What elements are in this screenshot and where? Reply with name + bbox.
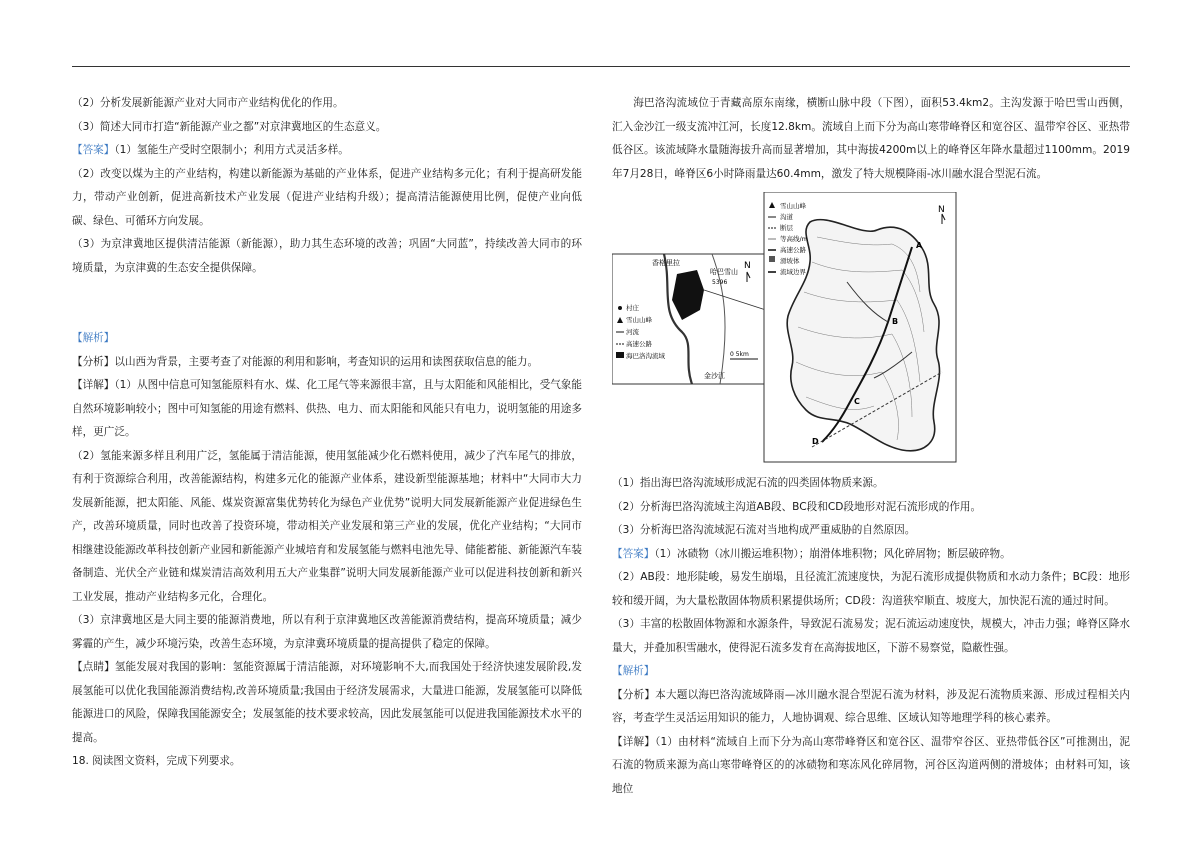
- main-legend-5: 滑坡体: [780, 257, 800, 265]
- header-rule: [72, 66, 1130, 67]
- answer-text: （1）冰碛物（冰川搬运堆积物）；崩滑体堆积物；风化碎屑物；断层破碎物。: [654, 547, 1011, 560]
- inset-legend-3: 高速公路: [626, 340, 652, 348]
- inset-legend-2: 河流: [626, 328, 639, 336]
- main-legend-0: 雪山山峰: [780, 202, 806, 210]
- main-legend-2: 断层: [780, 224, 793, 232]
- inset-north-label: N: [744, 261, 751, 271]
- inset-legend-4: 海巴洛沟流域: [626, 352, 665, 360]
- question-18-1: （1）指出海巴洛沟流域形成泥石流的四类固体物质来源。: [612, 477, 884, 489]
- answer-18-2: （2）AB段：地形陡峻，易发生崩塌，且径流汇流速度快，为泥石流形成提供物质和水动力条件；BC段：地形较和缓开阔，为大量松散固体物质积累提供场所；CD段：沟道狭窄顺直、坡度大，加快泥石流的通过时间。: [612, 571, 1130, 607]
- analysis-detail-2: （2）氢能来源多样且利用广泛，氢能属于清洁能源，使用氢能减少化石燃料使用，减少了汽车尾气的排放，有利于资源综合利用，改善能源结构，构建多元化的能源产业体系，建设新型能源基地；材料中“大同市大力发展新能源，把太阳能、风能、煤炭资源富集优势转化为绿色产业优势”说明大同发展新能源产业促进绿色生产，改善环境质量，同时也改善了投资环境，带动相关产业发展和第三产业的发展，优化产业结构；“大同市相继建设能源改革科技创新产业园和新能源产业城培育和发展氢能与燃料电池先导、储能蓄能、新能源汽车装备制造、光伏全产业链和煤炭清洁高效利用五大产业集群”说明大同发展新能源产业可以促进科技创新和新兴工业发展，推动产业结构多元化，合理化。: [72, 449, 582, 603]
- right-column: [612, 92, 1130, 801]
- inset-elev-label: 5396: [712, 279, 728, 286]
- inset-village-label: 香格里拉: [652, 259, 680, 267]
- inset-river-label: 金沙江: [704, 372, 725, 380]
- analysis-summary: 【分析】本大题以海巴洛沟流域降雨—冰川融水混合型泥石流为材料，涉及泥石流物质来源、形成过程相关内容，考查学生灵活运用知识的能力，人地协调观、综合思维、区域认知等地理学科的核心素养。: [612, 688, 1130, 724]
- question-18-3: （3）分析海巴洛沟流域泥石流对当地构成严重威胁的自然原因。: [612, 524, 916, 536]
- point-c: C: [854, 397, 860, 406]
- main-legend-6: 流域边界: [780, 268, 806, 276]
- answer-18-1: [612, 543, 1130, 567]
- main-legend-4: 高速公路: [780, 246, 806, 254]
- question-18-2: （2）分析海巴洛沟流域主沟道AB段、BC段和CD段地形对泥石流形成的作用。: [612, 500, 982, 513]
- main-north-label: N: [938, 205, 945, 215]
- question-18-heading: 18. 阅读图文资料，完成下列要求。: [72, 755, 241, 767]
- analysis-detail-1: 【详解】（1）由材料“流域自上而下分为高山寒带峰脊区和宽谷区、温带窄谷区、亚热带低谷区”可推测出，泥石流的物质来源为高山寒带峰脊区的的冰碛物和寒冻风化碎屑物，河谷区沟道两侧的滑坡体；由材料可知，该地位: [612, 735, 1130, 795]
- point-a: A: [916, 241, 923, 250]
- left-column: [72, 92, 582, 774]
- analysis-tag: 【解析】: [72, 332, 115, 344]
- answer-tag: 【答案】: [612, 547, 655, 560]
- point-d: D: [812, 437, 819, 446]
- basin-map: [612, 192, 1130, 470]
- analysis-detail-3: （3）京津冀地区是大同主要的能源消费地，所以有利于京津冀地区改善能源消费结构，提高环境质量；减少雾霾的产生，减少环境污染，改善生态环境，为京津冀环境质量的提高提供了稳定的保障。: [72, 614, 582, 650]
- answer-17-3: （3）为京津冀地区提供清洁能源（新能源），助力其生态环境的改善；巩固“大同蓝”，持续改善大同市的环境质量，为京津冀的生态安全提供保障。: [72, 238, 582, 274]
- analysis-detail-1: 【详解】（1）从图中信息可知氢能原料有水、煤、化工尾气等来源很丰富，且与太阳能和风能相比，受气象能自然环境影响较小；图中可知氢能的用途有燃料、供热、电力、而太阳能和风能只有电力，说明氢能的用途多样，更广泛。: [72, 379, 582, 438]
- key-point: 【点睛】氢能发展对我国的影响：氢能资源属于清洁能源，对环境影响不大,而我国处于经济快速发展阶段,发展氢能可以优化我国能源消费结构,改善环境质量;我国由于经济发展需求，大量进口能源，发展氢能可以降低能源进口的风险，保障我国能源安全；发展氢能的技术要求较高，因此发展氢能可以促进我国能源技术水平的提高。: [72, 661, 582, 744]
- answer-tag: 【答案】: [72, 144, 115, 156]
- answer-18-3: （3）丰富的松散固体物源和水源条件，导致泥石流易发；泥石流运动速度快，规模大，冲击力强；峰脊区降水量大，并叠加积雪融水，使得泥石流多发育在高海拔地区，下游不易察觉，隐蔽性强。: [612, 618, 1130, 654]
- answer-17-1: [72, 139, 582, 163]
- answer-text: （1）氢能生产受时空限制小；利用方式灵活多样。: [114, 144, 349, 156]
- main-legend-1: 沟道: [780, 213, 793, 221]
- analysis-tag: 【解析】: [612, 665, 655, 677]
- main-legend-3: 等高线/m: [780, 235, 809, 243]
- question-17-3: （3）简述大同市打造“新能源产业之都”对京津冀地区的生态意义。: [72, 120, 387, 133]
- inset-scale-label: 0 5km: [730, 351, 749, 358]
- answer-17-2: （2）改变以煤为主的产业结构，构建以新能源为基础的产业体系，促进产业结构多元化；有利于提高研发能力，带动产业创新，促进高新技术产业发展（促进产业结构升级）；提高清洁能源使用比例，促使产业向低碳、绿色、可循环方向发展。: [72, 167, 582, 227]
- inset-legend-0: 村庄: [626, 304, 639, 312]
- point-b: B: [892, 317, 899, 326]
- inset-legend-1: 雪山山峰: [626, 316, 652, 324]
- spacer: [72, 280, 582, 327]
- question-17-2: （2）分析发展新能源产业对大同市产业结构优化的作用。: [72, 97, 344, 109]
- analysis-summary: 【分析】以山西为背景，主要考查了对能源的利用和影响，考查知识的运用和读图获取信息的能力。: [72, 355, 539, 368]
- question-18-intro: 海巴洛沟流域位于青藏高原东南缘，横断山脉中段（下图），面积53.4km2。主沟发源于哈巴雪山西侧，汇入金沙江一级支流冲江河，长度12.8km。流域自上而下分为高山寒带峰脊区和宽谷区、温带窄谷区、亚热带低谷区。该流域降水量随海拔升高而显著增加，其中海拔4200m以上的峰脊区年降水量超过1100mm。2019年7月28日，峰脊区6小时降雨量达60.4mm，激发了特大规模降雨-冰川融水混合型泥石流。: [612, 97, 1130, 180]
- basin-map-figure: [612, 192, 1130, 470]
- inset-peak-label: 哈巴雪山: [710, 268, 738, 276]
